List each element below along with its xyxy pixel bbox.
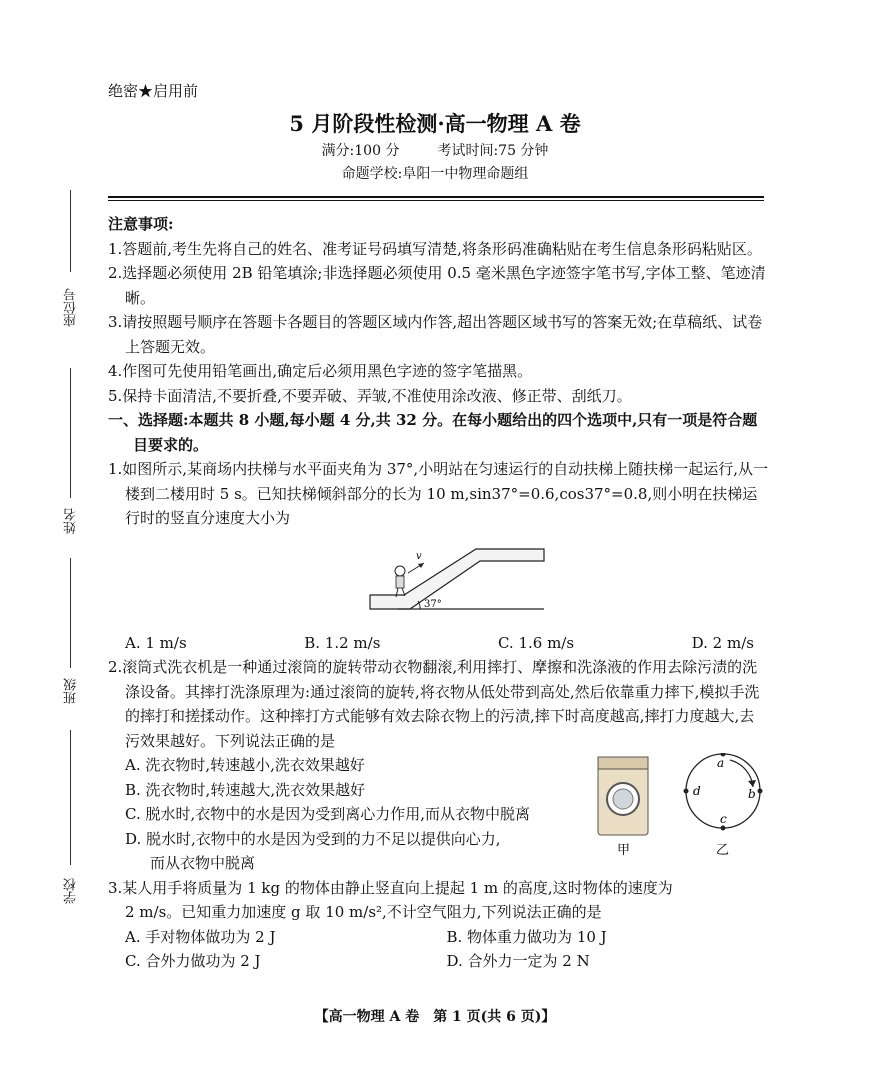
point-d-label: d <box>693 784 701 798</box>
q3-options-row2 <box>108 949 768 974</box>
option-d[interactable]: D. 2 m/s <box>691 633 754 652</box>
q3-options-row1 <box>108 925 768 950</box>
class-label: 班级 <box>64 678 79 704</box>
angle-label: 37° <box>424 598 442 610</box>
margin-line <box>70 190 71 272</box>
binding-margin <box>56 190 86 910</box>
point-b-label: b <box>748 787 756 801</box>
exam-time: 考试时间:75 分钟 <box>437 143 549 159</box>
option-b[interactable]: B. 洗衣物时,转速越大,洗衣效果越好 <box>125 780 366 799</box>
q1-options <box>108 631 768 656</box>
header-rule-thin <box>108 200 764 201</box>
q2-stem: 2.滚筒式洗衣机是一种通过滚筒的旋转带动衣物翻滚,利用摔打、摩擦和洗涤液的作用去除污渍的洗涤设备。其摔打洗涤原理为:通过滚筒的旋转,将衣物从低处带到高处,然后依靠重力摔下,模拟手洗的摔打和搓揉动作。这种摔打方式能够有效去除衣物上的污渍,摔下时高度越高,摔打力度越大,去污效果越好。下列说法正确的是 <box>108 658 760 750</box>
point-a-label: a <box>717 756 725 770</box>
q3-stem-line2: 2 m/s。已知重力加速度 g 取 10 m/s²,不计空气阻力,下列说法正确的是 <box>125 903 602 921</box>
option-a[interactable]: A. 1 m/s <box>125 633 187 652</box>
option-c[interactable]: C. 合外力做功为 2 J <box>125 952 261 970</box>
option-b[interactable]: B. 物体重力做功为 10 J <box>446 927 607 946</box>
note-item: 2.选择题必须使用 2B 铅笔填涂;非选择题必须使用 0.5 毫米黑色字迹签字笔书写,字体工整、笔迹清晰。 <box>108 264 766 307</box>
name-label: 姓名 <box>64 508 79 534</box>
figure-jia-label: 甲 <box>617 843 631 858</box>
option-a[interactable]: A. 洗衣物时,转速越小,洗衣效果越好 <box>125 756 365 774</box>
note-item: 5.保持卡面清洁,不要折叠,不要弄破、弄皱,不准使用涂改液、修正带、刮纸刀。 <box>108 386 632 405</box>
exam-meta <box>0 140 870 160</box>
velocity-label: v <box>416 550 422 562</box>
q3-stem-line1: 3.某人用手将质量为 1 kg 的物体由静止竖直向上提起 1 m 的高度,这时物体的速度为 <box>108 878 673 897</box>
q1-stem: 1.如图所示,某商场内扶梯与水平面夹角为 37°,小明站在匀速运行的自动扶梯上随扶梯一起运行,从一楼到二楼用时 5 s。已知扶梯倾斜部分的长为 10 m,sin37°=0.6,cos37°=0.8,则小明在扶梯运行时的竖直分速度大小为 <box>108 460 768 527</box>
figure-yi-label: 乙 <box>716 843 730 858</box>
margin-line <box>70 558 71 668</box>
note-item: 4.作图可先使用铅笔画出,确定后必须用黑色字迹的签字笔描黑。 <box>108 362 533 380</box>
option-b[interactable]: B. 1.2 m/s <box>304 633 381 652</box>
setter-school: 命题学校:阜阳一中物理命题组 <box>341 166 529 182</box>
seat-number-label: 座位号 <box>64 288 79 327</box>
section-heading: 一、选择题:本题共 8 小题,每小题 4 分,共 32 分。在每小题给出的四个选项中,只有一项是符合题目要求的。 <box>108 411 758 454</box>
point-c-label: c <box>720 812 727 826</box>
q2-options-block <box>108 753 768 876</box>
note-item: 1.答题前,考生先将自己的姓名、准考证号码填写清楚,将条形码准确粘贴在考生信息条形码粘贴区。 <box>108 239 762 258</box>
escalator-figure <box>358 533 558 633</box>
option-c[interactable]: C. 脱水时,衣物中的水是因为受到离心力作用,而从衣物中脱离 <box>125 805 531 823</box>
option-d[interactable]: D. 合外力一定为 2 N <box>446 952 590 970</box>
option-d-continued: 而从衣物中脱离 <box>150 854 256 872</box>
school-label: 学校 <box>64 878 79 904</box>
option-a[interactable]: A. 手对物体做功为 2 J <box>125 927 276 946</box>
question-content <box>108 212 768 974</box>
option-c[interactable]: C. 1.6 m/s <box>497 633 575 652</box>
q1-figure-area <box>108 531 768 631</box>
option-d[interactable]: D. 脱水时,衣物中的水是因为受到的力不足以提供向心力, <box>125 829 501 848</box>
note-item: 3.请按照题号顺序在答题卡各题目的答题区域内作答,超出答题区域书写的答案无效;在草稿纸、试卷上答题无效。 <box>108 313 763 356</box>
confidential-mark: 绝密★启用前 <box>108 82 199 100</box>
notes-heading: 注意事项: <box>108 215 174 233</box>
washing-machine-figure <box>596 753 766 859</box>
full-score: 满分:100 分 <box>321 143 400 159</box>
margin-line <box>70 730 71 865</box>
margin-line <box>70 368 71 498</box>
header-rule-thick <box>108 196 764 198</box>
page-footer: 【高一物理 A 卷 第 1 页(共 6 页)】 <box>314 1009 556 1025</box>
exam-title: 5 月阶段性检测·高一物理 A 卷 <box>289 111 581 136</box>
